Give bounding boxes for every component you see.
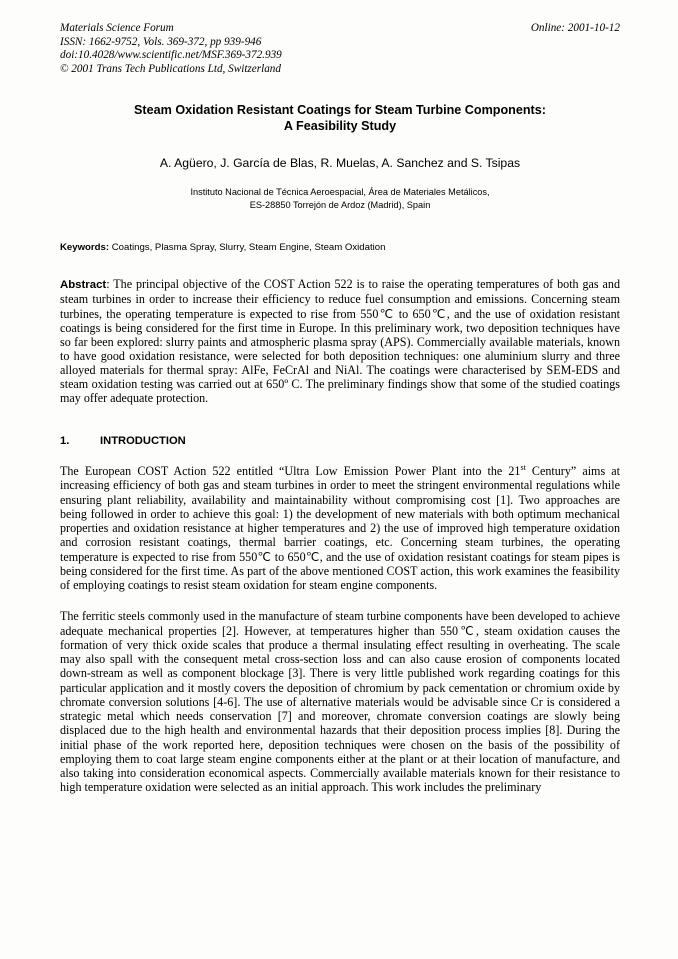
journal-header (60, 22, 620, 76)
copyright-line: © 2001 Trans Tech Publications Ltd, Switzerland (60, 62, 281, 75)
author-list: A. Agüero, J. García de Blas, R. Muelas, A. Sanchez and S. Tsipas (159, 156, 521, 171)
title-line-2: A Feasibility Study (283, 119, 397, 134)
issn-line: ISSN: 1662-9752, Vols. 369-372, pp 939-946 (60, 35, 262, 48)
keywords-label: Keywords: (60, 242, 110, 254)
keywords (60, 242, 620, 253)
section-title: INTRODUCTION (100, 435, 186, 448)
title-line-1: Steam Oxidation Resistant Coatings for Steam Turbine Components: (134, 103, 546, 118)
affiliation-line-2: ES-28850 Torrejón de Ardoz (Madrid), Spain (249, 200, 431, 211)
affiliation-line-1: Instituto Nacional de Técnica Aeroespacial, Área de Materiales Metálicos, (190, 187, 490, 198)
section-heading-introduction (60, 435, 620, 447)
keywords-value: Coatings, Plasma Spray, Slurry, Steam Engine, Steam Oxidation (111, 242, 386, 254)
online-date: Online: 2001-10-12 (530, 22, 620, 34)
affiliation (60, 186, 620, 212)
abstract-text: : The principal objective of the COST Action 522 is to raise the operating temperatures of both gas and steam turbines in order to increase their efficiency to reduce fuel consumption and emissions. Concerning steam turbines, the operating temperature is expected to rise from 550℃ to 650℃, and the use of oxidation resistant coatings is being considered for the first time in Europe. In this preliminary work, two deposition techniques have so far been explored: slurry paints and atmospheric plasma spray (APS). Commercially available materials, known to have good oxidation resistance, were selected for both deposition techniques: one aluminium slurry and three alloyed materials for thermal spray: AlFe, FeCrAl and NiAl. The coatings were characterised by SEM-EDS and steam oxidation testing was carried out at 650º C. The preliminary findings show that some of the studied coatings may offer adequate protection. (60, 277, 620, 406)
page-title (60, 102, 620, 134)
abstract (60, 277, 620, 405)
journal-name: Materials Science Forum (60, 22, 174, 34)
paragraph-2: The ferritic steels commonly used in the manufacture of steam turbine components have been developed to achieve adequate mechanical properties [2]. However, at temperatures higher than 550℃, steam oxidation causes the formation of very thick oxide scales that produce a thermal insulating effect resulting in overheating. The scale may also spall with the consequent metal cross-section loss and can also cause erosion of components located down-stream as well as component blockage [3]. There is very little published work regarding coatings for this particular application and it mostly covers the deposition of chromium by pack cementation or chromium oxide by chromate conversion solutions [4-6]. The use of alternative materials would be advisable since Cr is considered a strategic metal which needs conservation [7] and moreover, chromate conversion coatings are slowly being displaced due to the high health and environmental hazards that their deposition process implies [8]. During the initial phase of the work reported here, deposition techniques were chosen on the basis of the possibility of employing them to coat large steam engine components either at the plant or at their location of manufacture, and also taking into consideration economical aspects. Commercially available materials known for their resistance to high temperature oxidation were selected as an initial approach. This work includes the preliminary (60, 609, 620, 795)
paragraph-1: The European COST Action 522 entitled “Ultra Low Emission Power Plant into the 21st Century” aims at increasing efficiency of both gas and steam turbines in order to meet the stringent environmental regulations while ensuring plant reliability, availability and maintainability without compromising cost [1]. Two approaches are being followed in order to achieve this goal: 1) the development of new materials with both optimum mechanical properties and oxidation resistance at higher temperatures and 2) the use of improved high temperature oxidation and corrosion resistant coatings, thermal barrier coatings, etc. Concerning steam turbines, the operating temperature is expected to rise from 550℃ to 650℃, and the use of oxidation resistant coatings for steam pipes is being considered for the first time. As part of the above mentioned COST action, this work examines the feasibility of employing coatings to resist steam oxidation for steam engine components. (60, 463, 620, 593)
section-number: 1. (60, 435, 70, 448)
abstract-label: Abstract (60, 279, 107, 292)
doi-line: doi:10.4028/www.scientific.net/MSF.369-372.939 (60, 49, 282, 62)
